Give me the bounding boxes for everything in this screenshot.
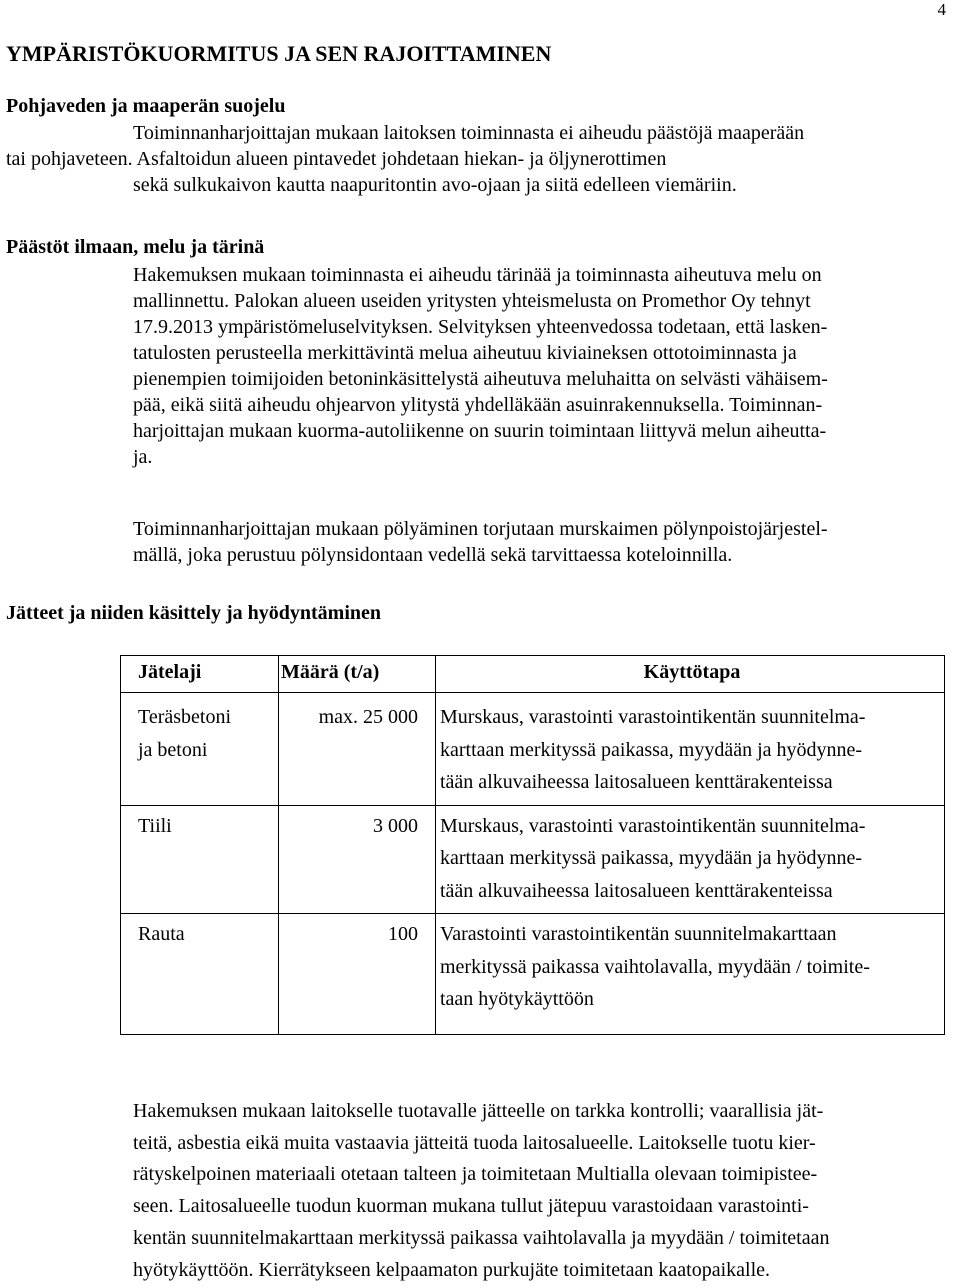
cell-line: Murskaus, varastointi varastointikentän suunnitelma- — [440, 814, 866, 837]
cell-line: Tiili — [138, 814, 172, 837]
paragraph-noise — [133, 262, 953, 470]
cell-line: karttaan merkityssä paikassa, myydään ja hyödynne- — [440, 738, 863, 761]
paragraph-groundwater — [6, 120, 953, 198]
text-line: mallinnettu. Palokan alueen useiden yritysten yhteismelusta on Promethor Oy tehnyt — [133, 290, 811, 312]
text-line: 17.9.2013 ympäristömeluselvityksen. Selvityksen yhteenvedossa todetaan, että lasken- — [133, 316, 828, 338]
cell-line: karttaan merkityssä paikassa, myydään ja hyödynne- — [440, 847, 863, 869]
cell-line: Varastointi varastointikentän suunnitelmakarttaan — [440, 923, 837, 945]
section-heading-groundwater: Pohjaveden ja maaperän suojelu — [6, 95, 286, 117]
text-line: ja. — [133, 446, 153, 468]
cell-usage — [436, 805, 945, 914]
text-line: teitä, asbestia eikä muita vastaavia jätteitä tuoda laitosalueelle. Laitokselle tuotu kier- — [133, 1131, 816, 1154]
cell-line: taan hyötykäyttöön — [440, 988, 594, 1010]
cell-type — [121, 693, 279, 806]
table-row — [121, 914, 945, 1035]
cell-line: 100 — [388, 923, 418, 945]
table-row — [121, 805, 945, 914]
text-line: pienempien toimijoiden betoninkäsittelystä aiheutuva meluhaitta on selvästi vähäisem- — [133, 368, 828, 390]
cell-usage — [436, 914, 945, 1035]
text-line: Hakemuksen mukaan laitokselle tuotavalle jätteelle on tarkka kontrolli; vaarallisia jät- — [133, 1100, 824, 1122]
column-header-amount: Määrä (t/a) — [279, 656, 436, 693]
cell-line: tään alkuvaiheessa laitosalueen kenttärakenteissa — [440, 771, 833, 793]
text-line: sekä sulkukaivon kautta naapuritontin avo-ojaan ja siitä edelleen viemäriin. — [133, 174, 737, 196]
cell-line: merkityssä paikassa vaihtolavalla, myydään / toimite- — [440, 955, 870, 978]
text-line: pää, eikä siitä aiheudu ohjearvon ylitystä yhdelläkään asuinrakennuksella. Toiminnan- — [133, 394, 823, 416]
cell-line: tään alkuvaiheessa laitosalueen kenttärakenteissa — [440, 879, 833, 902]
section-heading-emissions: Päästöt ilmaan, melu ja tärinä — [6, 236, 265, 258]
text-line: rätyskelpoinen materiaali otetaan talteen ja toimitetaan Multialla olevaan toimipistee- — [133, 1163, 818, 1186]
section-heading-waste: Jätteet ja niiden käsittely ja hyödyntäminen — [6, 602, 381, 624]
cell-type — [121, 914, 279, 1035]
cell-line: 3 000 — [373, 814, 418, 837]
cell-line: Rauta — [138, 923, 185, 945]
text-line: seen. Laitosalueelle tuodun kuorman mukana tullut jätepuu varastoidaan varastointi- — [133, 1195, 809, 1218]
text-line: Hakemuksen mukaan toiminnasta ei aiheudu tärinää ja toiminnasta aiheutuva melu on — [133, 264, 822, 286]
cell-amount — [279, 914, 436, 1035]
main-heading: YMPÄRISTÖKUORMITUS JA SEN RAJOITTAMINEN — [6, 41, 552, 66]
cell-usage — [436, 693, 945, 806]
text-line: mällä, joka perustuu pölynsidontaan vedellä sekä tarvittaessa koteloinnilla. — [133, 544, 733, 566]
column-header-type: Jätelaji — [121, 656, 279, 693]
cell-amount — [279, 805, 436, 914]
text-line: Toiminnanharjoittajan mukaan laitoksen toiminnasta ei aiheudu päästöjä maaperään — [133, 122, 805, 144]
paragraph-dust — [133, 516, 953, 568]
text-line: hyötykäyttöön. Kierrätykseen kelpaamaton purkujäte toimitetaan kaatopaikalle. — [133, 1258, 771, 1281]
text-line: tatulosten perusteella merkittävintä melua aiheutuu kiviaineksen ottotoiminnasta ja — [133, 342, 797, 364]
cell-line: Teräsbetoni — [138, 706, 232, 728]
text-line: tai pohjaveteen. Asfaltoidun alueen pintavedet johdetaan hiekan- ja öljynerottimen — [6, 148, 667, 170]
cell-line: ja betoni — [138, 738, 208, 761]
text-line: Toiminnanharjoittajan mukaan pölyäminen torjutaan murskaimen pölynpoistojärjestel- — [133, 518, 828, 540]
cell-line: Murskaus, varastointi varastointikentän suunnitelma- — [440, 706, 866, 728]
cell-amount — [279, 693, 436, 806]
cell-line: max. 25 000 — [318, 706, 418, 728]
waste-table — [120, 655, 945, 1035]
paragraph-waste-control — [133, 1096, 953, 1286]
text-line: kentän suunnitelmakarttaan merkityssä paikassa vaihtolavalla ja myydään / toimitetaan — [133, 1226, 830, 1249]
table-row — [121, 693, 945, 806]
cell-type — [121, 805, 279, 914]
table-header-row — [121, 656, 945, 693]
page-number: 4 — [937, 0, 946, 19]
text-line: harjoittajan mukaan kuorma-autoliikenne on suurin toimintaan liittyvä melun aiheutta- — [133, 420, 827, 442]
column-header-usage: Käyttötapa — [436, 656, 945, 693]
